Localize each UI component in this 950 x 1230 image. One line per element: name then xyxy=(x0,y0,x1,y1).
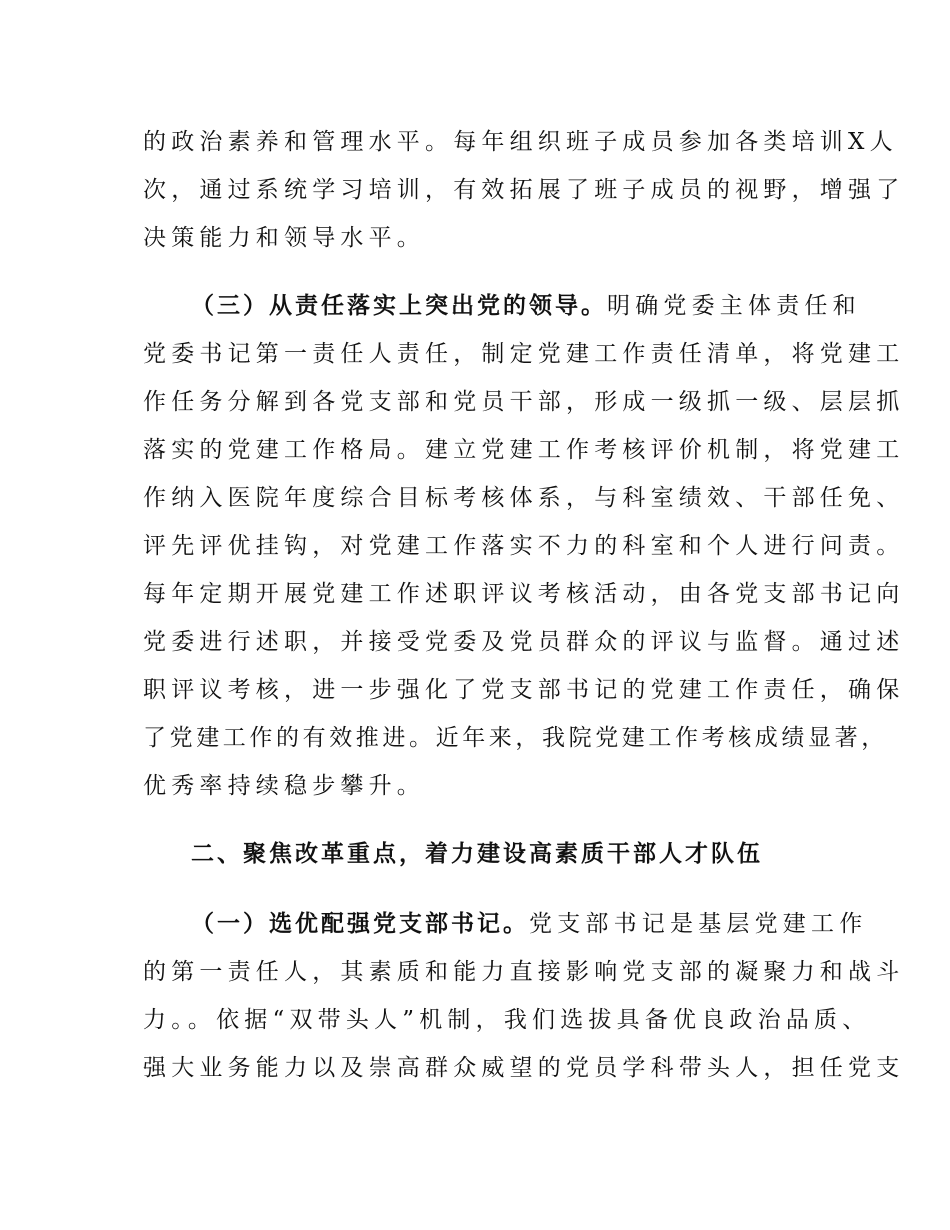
section-heading: （一）选优配强党支部书记。 xyxy=(191,911,529,937)
paragraph-line xyxy=(143,618,905,666)
line-text: 次，通过系统学习培训，有效拓展了班子成员的视野，增强了 xyxy=(143,177,905,203)
line-text: 明确党委主体责任和 xyxy=(607,293,861,319)
line-text: 党支部书记是基层党建工作 xyxy=(529,911,868,937)
paragraph-line xyxy=(143,666,905,714)
paragraph-line xyxy=(143,214,823,262)
paragraph-line xyxy=(143,762,823,810)
line-text: 优秀率持续稳步攀升。 xyxy=(143,773,425,799)
line-text: 作任务分解到各党支部和党员干部，形成一级抓一级、层层抓 xyxy=(143,389,905,415)
paragraph-line xyxy=(191,900,868,948)
paragraph-line xyxy=(143,948,905,996)
line-text: 党委书记第一责任人责任，制定党建工作责任清单，将党建工 xyxy=(143,341,905,367)
section-heading: 二、聚焦改革重点，着力建设高素质干部人才队伍 xyxy=(191,841,763,867)
line-text: 了党建工作的有效推进。近年来，我院党建工作考核成绩显著， xyxy=(143,725,888,751)
paragraph-line xyxy=(143,522,905,570)
line-text: 强大业务能力以及崇高群众威望的党员学科带头人，担任党支 xyxy=(143,1055,905,1081)
paragraph-line xyxy=(143,330,905,378)
paragraph-line xyxy=(143,474,905,522)
line-text: 决策能力和领导水平。 xyxy=(143,225,425,251)
paragraph-line xyxy=(143,118,898,166)
paragraph-line xyxy=(143,426,905,474)
line-text: 党委进行述职，并接受党委及党员群众的评议与监督。通过述 xyxy=(143,629,905,655)
paragraph-line xyxy=(143,166,905,214)
line-text: 评先评优挂钩，对党建工作落实不力的科室和个人进行问责。 xyxy=(143,533,905,559)
paragraph-line xyxy=(143,570,905,618)
line-text: 职评议考核，进一步强化了党支部书记的党建工作责任，确保 xyxy=(143,677,905,703)
line-text: 落实的党建工作格局。建立党建工作考核评价机制，将党建工 xyxy=(143,437,905,463)
paragraph-line xyxy=(143,714,888,762)
paragraph-line xyxy=(143,378,905,426)
line-text: 的政治素养和管理水平。每年组织班子成员参加各类培训X人 xyxy=(143,129,898,155)
section-heading: （三）从责任落实上突出党的领导。 xyxy=(191,293,607,319)
paragraph-line xyxy=(191,830,823,878)
line-text: 力。。依据“双带头人”机制，我们选拔具备优良政治品质、 xyxy=(143,1007,871,1033)
line-text: 每年定期开展党建工作述职评议考核活动，由各党支部书记向 xyxy=(143,581,905,607)
line-text: 的第一责任人，其素质和能力直接影响党支部的凝聚力和战斗 xyxy=(143,959,905,985)
paragraph-line xyxy=(143,996,871,1044)
line-text: 作纳入医院年度综合目标考核体系，与科室绩效、干部任免、 xyxy=(143,485,905,511)
paragraph-line xyxy=(191,282,861,330)
paragraph-line xyxy=(143,1044,905,1092)
